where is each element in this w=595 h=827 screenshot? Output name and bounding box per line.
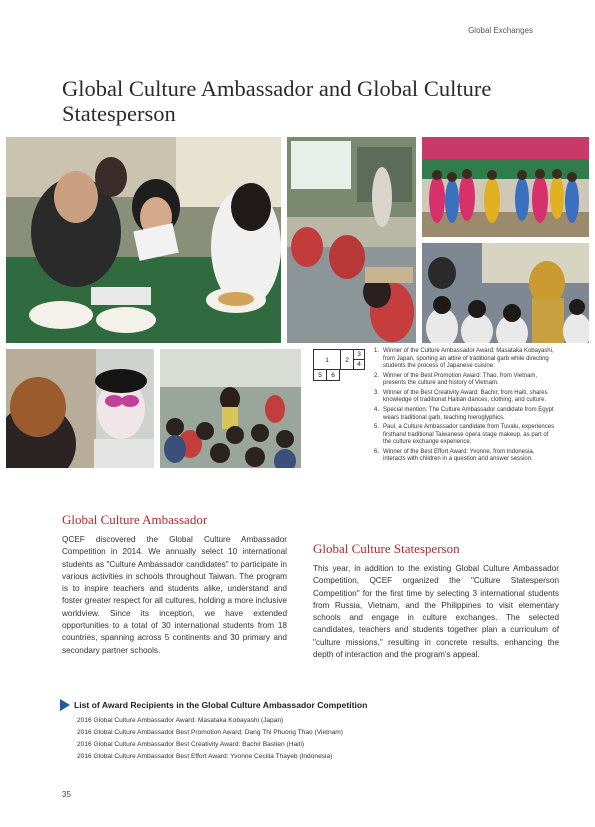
photo-opera-makeup (6, 349, 154, 468)
page-title: Global Culture Ambassador and Global Culture Statesperson (62, 76, 492, 126)
award-item: 2016 Global Culture Ambassador Award: Masataka Kobayashi (Japan) (77, 717, 284, 724)
award-item: 2016 Global Culture Ambassador Best Effort Award: Yvonne Cecilia Thayeb (Indonesia) (77, 753, 333, 760)
caption-item: 4. Special mention: The Culture Ambassador candidate from Egypt wears traditional garb, teaching hieroglyphics. (374, 407, 554, 421)
section-label: Global Exchanges (468, 26, 533, 35)
award-list-title: List of Award Recipients in the Global Culture Ambassador Competition (74, 700, 368, 710)
photo-captions (374, 348, 558, 466)
ambassador-heading: Global Culture Ambassador (62, 512, 208, 527)
key-cell-4: 4 (353, 359, 365, 370)
key-cell-3: 3 (353, 349, 365, 360)
ambassador-body: QCEF discovered the Global Culture Ambassador Competition in 2014. We annually select 10 international students as "Culture Ambassador candidates" to participate in various activities in schools throughout Taiwan. The program is to inspire teachers and students alike, understand and foster greater respect for all cultures, holding a more inclusive worldview. Since its inception, we have extended opportunities to a total of 30 international students from 18 countries, spanning across 5 continents and 30 primary and secondary partner schools. (62, 535, 287, 655)
key-cell-2: 2 (340, 349, 354, 370)
key-cell-1: 1 (313, 349, 341, 370)
triangle-bullet-icon (60, 699, 70, 711)
photo-classroom-presentation (287, 137, 416, 343)
photo-qa-session (160, 349, 301, 468)
caption-item: 6. Winner of the Best Effort Award: Yvonne, from Indonesia, interacts with children in a question and answer session. (374, 448, 535, 463)
caption-item: 1. Winner of the Culture Ambassador Award: Masataka Kobayashi, from Japan, sporting an attire of traditional garb while directing students the process of Japanese cuisine. (374, 348, 554, 369)
award-list (77, 715, 343, 763)
award-item: 2016 Global Culture Ambassador Best Promotion Award: Dang Thi Phuong Thao (Vietnam) (77, 729, 343, 736)
award-item: 2016 Global Culture Ambassador Best Creativity Award: Bachir Bastien (Haiti) (77, 741, 305, 748)
key-cell-6: 6 (326, 369, 340, 381)
photo-key-grid (313, 349, 365, 381)
photo-egypt-hieroglyphics (422, 243, 589, 343)
statesperson-heading: Global Culture Statesperson (313, 541, 460, 556)
caption-item: 5. Paul, a Culture Ambassador candidate from Tuvalu, experiences firsthand traditional Taiwanese opera stage makeup, as part of the culture exchange experience. (374, 424, 555, 446)
photo-cooking-class (6, 137, 281, 343)
award-list-heading (60, 699, 367, 711)
caption-item: 3. Winner of the Best Creativity Award: Bachir, from Haiti, shares knowledge of traditional Haitian dances, clothing, and culture. (374, 389, 548, 404)
key-cell-5: 5 (313, 369, 327, 381)
photo-haitian-dance (422, 137, 589, 237)
page-number: 35 (62, 790, 71, 799)
statesperson-body: This year, in addition to the existing Global Culture Ambassador Competition, QCEF organized the "Culture Statesperson Competition" for the first time by selecting 3 international students from Russia, Vietnam, and the Philippines to visit elementary schools and engage in culture exchanges. The selected candidates, teachers and students together plan a curriculum of "culture missions," resulting in concrete results, enhancing the depth of interaction and the program's appeal. (313, 564, 559, 660)
caption-item: 2. Winner of the Best Promotion Award: Thao, from Vietnam, presents the culture and history of Vietnam. (374, 372, 538, 387)
